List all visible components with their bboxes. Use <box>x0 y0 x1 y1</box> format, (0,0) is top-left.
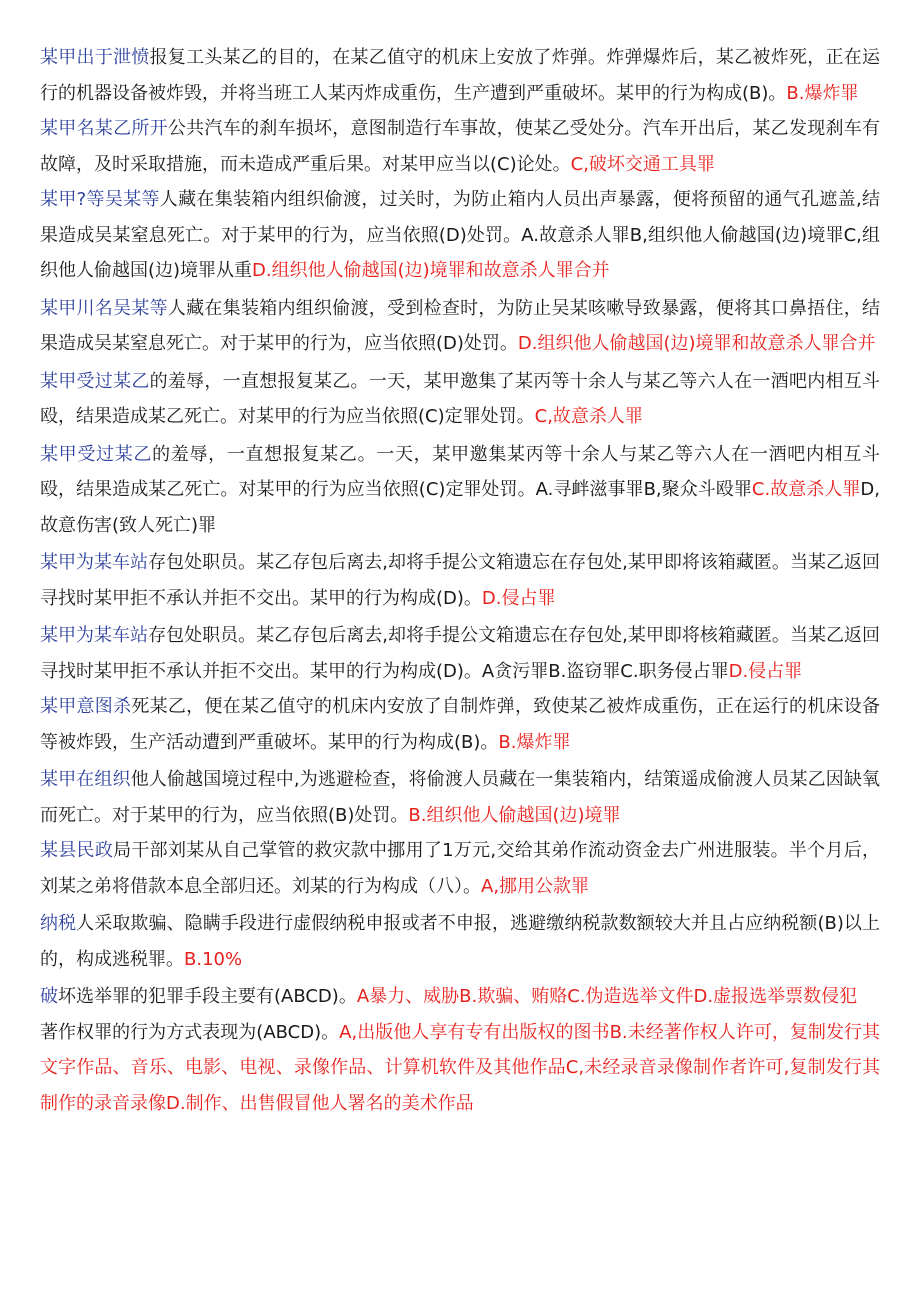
answer-text: B.组织他人偷越国(边)境罪 <box>408 804 621 826</box>
question-lead: 某甲川名吴某等 <box>40 297 168 319</box>
question-paragraph <box>40 1015 880 1122</box>
answer-text: D.组织他人偷越国(边)境罪和故意杀人罪合并 <box>517 333 876 354</box>
question-text: 死某乙，便在某乙值守的机床内安放了自制炸弹，致使某乙被炸成重伤，正在运行的机床设备等被炸毁，生产活动遭到严重破坏。某甲的行为构成(B)。 <box>40 696 881 753</box>
question-text: 人藏在集装箱内组织偷渡，受到检查时，为防止吴某咳嗽导致暴露，便将其口鼻捂住，结果造成吴某窒息死亡。对于某甲的行为，应当依照(D)处罚。 <box>40 297 881 354</box>
question-option-text: D,故意伤害(致人死亡)罪 <box>40 479 880 536</box>
question-paragraph <box>40 111 880 182</box>
answer-text: A暴力、威胁B.欺骗、贿赂C.伪造选举文件D.虚报选举票数侵犯 <box>356 986 858 1007</box>
question-text: 人藏在集装箱内组织偷渡，过关时，为防止箱内人员出声暴露，便将预留的通气孔遮盖,结果造成吴某窒息死亡。对于某甲的行为，应当依照(D)处罚。A.故意杀人罪B,组织他人偷越国(边)境罪C,组织他人偷越国(边)境罪从重 <box>40 189 880 281</box>
question-paragraph <box>40 618 880 689</box>
question-paragraph <box>40 833 880 904</box>
question-text: 报复工头某乙的目的，在某乙值守的机床上安放了炸弹。炸弹爆炸后，某乙被炸死，正在运行的机器设备被炸毁，并将当班工人某丙炸成重伤，生产遭到严重破坏。某甲的行为构成(B)。 <box>40 47 881 104</box>
question-paragraph <box>40 689 880 760</box>
question-lead: 某甲为某车站 <box>40 552 149 573</box>
answer-text: A,挪用公款罪 <box>481 875 590 897</box>
question-text: 他人偷越国境过程中,为逃避检查，将偷渡人员藏在一集装箱内，结策遥成偷渡人员某乙因缺氧而死亡。对于某甲的行为，应当依照(B)处罚。 <box>40 769 881 826</box>
question-paragraph <box>40 364 880 435</box>
answer-text: B.爆炸罪 <box>498 731 571 753</box>
question-paragraph <box>40 291 880 362</box>
question-lead: 某甲在组织 <box>40 769 131 790</box>
question-lead: 某县民政 <box>40 840 114 861</box>
answer-text: A,出版他人享有专有出版权的图书B.未经著作权人许可，复制发行其文字作品、音乐、电影、电视、录像作品、计算机软件及其他作品C,未经录音录像制作者许可,复制发行其制作的录音录像D.制作、出售假冒他人署名的美术作品 <box>40 1021 880 1114</box>
question-text: 存包处职员。某乙存包后离去,却将手提公文箱遗忘在存包处,某甲即将核箱藏匿。当某乙返回寻找时某甲拒不承认并拒不交出。某甲的行为构成(D)。A贪污罪B.盗窃罪C.职务侵占罪 <box>40 625 880 682</box>
question-lead: 某甲名某乙所开 <box>40 118 168 139</box>
question-lead: 某甲?等吴某等 <box>40 189 160 210</box>
question-paragraph <box>40 979 880 1015</box>
question-paragraph <box>40 437 880 544</box>
question-lead: 某甲为某车站 <box>40 625 149 646</box>
question-lead: 破 <box>40 986 58 1007</box>
question-paragraph <box>40 182 880 289</box>
answer-text: C,破坏交通工具罪 <box>570 153 715 175</box>
question-text: 局干部刘某从自己掌管的救灾款中挪用了1万元,交给其弟作流动资金去广州进服装。半个月后，刘某之弟将借款本息全部归还。刘某的行为构成（八）。 <box>40 840 881 897</box>
question-text: 人采取欺骗、隐瞒手段进行虚假纳税申报或者不申报，逃避缴纳税款数额较大并且占应纳税额(B)以上的，构成逃税罪。 <box>40 913 881 970</box>
answer-text: C.故意杀人罪 <box>751 479 861 500</box>
question-lead: 某甲意图杀 <box>40 696 132 717</box>
question-text: 的羞辱，一直想报复某乙。一天，某甲邀集某丙等十余人与某乙等六人在一酒吧内相互斗殴，结果造成某乙死亡。对某甲的行为应当依照(C)定罪处罚。A.寻衅滋事罪B,聚众斗殴罪 <box>40 443 880 500</box>
answer-text: D.组织他人偷越国(边)境罪和故意杀人罪合并 <box>252 260 610 281</box>
question-text: 坏选举罪的犯罪手段主要有(ABCD)。 <box>58 986 357 1007</box>
question-paragraph <box>40 40 880 111</box>
question-lead: 某甲出于泄愤 <box>40 47 150 68</box>
answer-text: D.侵占罪 <box>481 587 556 609</box>
question-lead: 某甲受过某乙 <box>40 443 153 465</box>
answer-text: B.10% <box>184 948 243 970</box>
question-paragraph <box>40 545 880 616</box>
question-text: 著作权罪的行为方式表现为(ABCD)。 <box>40 1021 340 1043</box>
question-text: 的羞辱，一直想报复某乙。一天，某甲邀集了某丙等十余人与某乙等六人在一酒吧内相互斗殴，结果造成某乙死亡。对某甲的行为应当依照(C)定罪处罚。 <box>40 370 881 427</box>
question-paragraph <box>40 762 880 833</box>
answer-text: B.爆炸罪 <box>786 82 859 104</box>
question-lead: 纳税 <box>40 913 77 934</box>
question-lead: 某甲受过某乙 <box>40 370 150 392</box>
question-text: 公共汽车的刹车损坏，意图制造行车事故，使某乙受处分。汽车开出后，某乙发现刹车有故障，及时采取措施，而未造成严重后果。对某甲应当以(C)论处。 <box>40 118 881 175</box>
question-paragraph <box>40 906 880 977</box>
answer-text: C,故意杀人罪 <box>534 406 643 427</box>
answer-text: D.侵占罪 <box>728 660 803 682</box>
question-text: 存包处职员。某乙存包后离去,却将手提公文箱遗忘在存包处,某甲即将该箱藏匿。当某乙返回寻找时某甲拒不承认并拒不交出。某甲的行为构成(D)。 <box>40 552 880 609</box>
